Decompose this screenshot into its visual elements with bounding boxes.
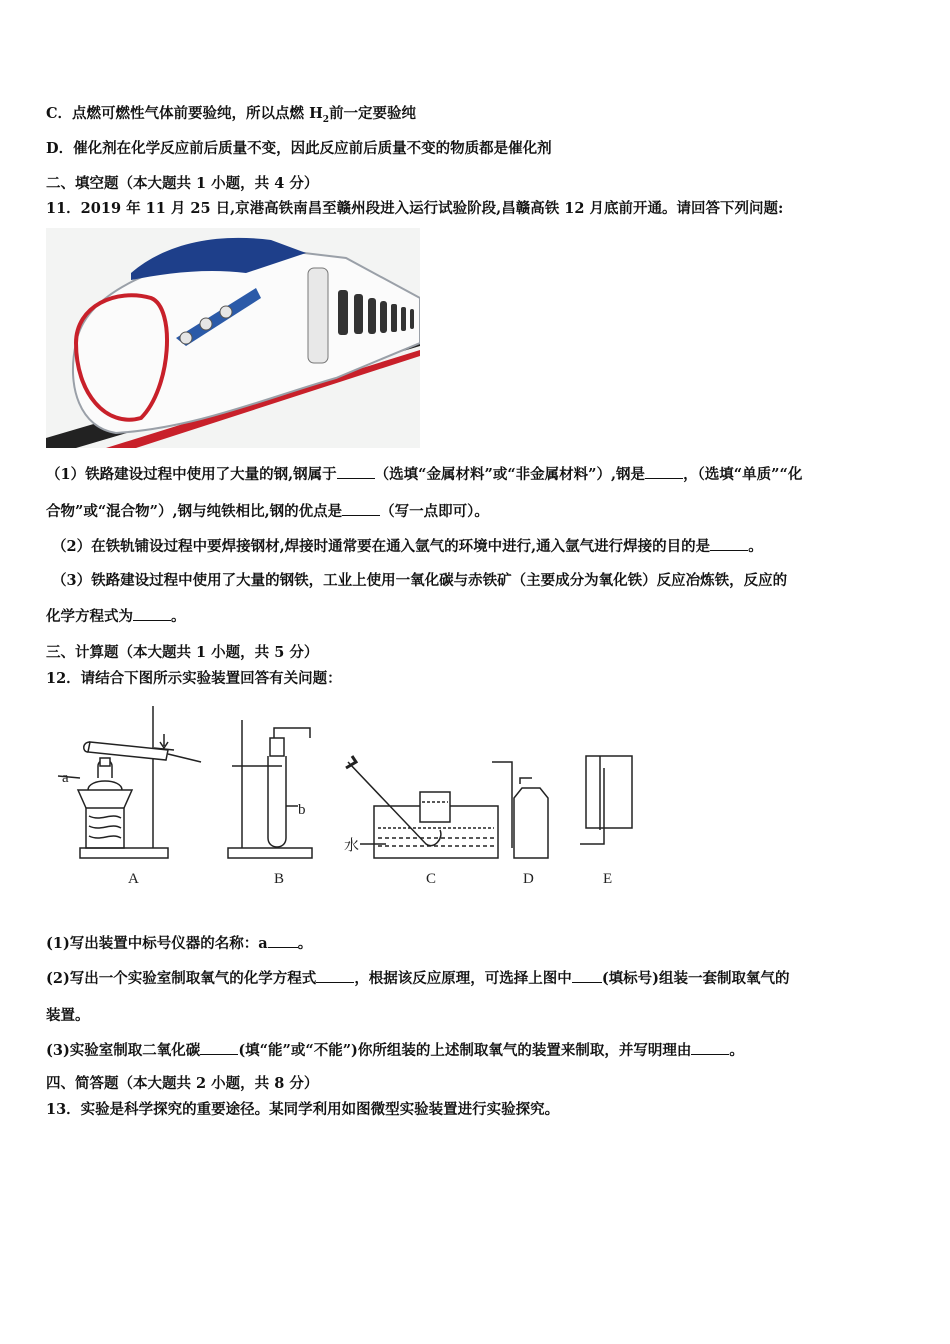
label-b: b [298,802,306,818]
section-3-title: 三、计算题（本大题共 1 小题，共 5 分） [46,644,319,661]
question-11-part-1-line-2: 合物”或“混合物”）,钢与纯铁相比,钢的优点是 （写一点即可）。 [46,503,489,520]
question-12-stem: 12．请结合下图所示实验装置回答有关问题： [46,670,342,687]
option-d: D．催化剂在化学反应前后质量不变，因此反应前后质量不变的物质都是催化剂 [46,140,552,157]
apparatus-a [58,706,201,858]
answer-blank[interactable] [710,538,748,551]
apparatus-e [580,756,632,844]
label-water: 水 [344,838,360,854]
answer-blank[interactable] [133,608,171,621]
question-11-part-2: （2）在铁轨铺设过程中要焊接钢材,焊接时通常要在通入氩气的环境中进行,通入氩气进行焊接的目的是 。 [52,538,763,555]
answer-blank[interactable] [645,466,683,479]
option-c: C．点燃可燃性气体前要验纯，所以点燃 $H_2$前一定要验纯 [46,105,417,125]
answer-blank[interactable] [316,970,354,983]
answer-blank[interactable] [337,466,375,479]
label-B: B [274,871,285,887]
label-C: C [426,871,437,887]
question-12-part-2-line-2: 装置。 [46,1007,90,1024]
label-A: A [128,871,139,887]
train-image [46,228,420,448]
apparatus-b [228,720,312,858]
label-D: D [523,871,534,887]
answer-blank[interactable] [342,503,380,516]
apparatus-d [492,762,548,858]
answer-blank[interactable] [200,1042,238,1055]
label-a: a [62,770,69,786]
question-11-part-1-line-1: （1）铁路建设过程中使用了大量的钢,钢属于 （选填“金属材料”或“非金属材料”）,钢是 ，（选填“单质”“化 [46,466,803,483]
question-11-part-3-line-1: （3）铁路建设过程中使用了大量的钢铁，工业上使用一氧化碳与赤铁矿（主要成分为氧化铁）反应冶炼铁，反应的 [52,572,788,589]
answer-blank[interactable] [572,970,602,983]
question-12-part-3: (3)实验室制取二氧化碳 (填“能”或“不能”)你所组装的上述制取氧气的装置来制取，并写明理由 。 [46,1042,744,1059]
question-11-stem: 11．2019 年 11 月 25 日,京港高铁南昌至赣州段进入运行试验阶段,昌赣高铁 12 月底前开通。请回答下列问题: [46,200,784,217]
question-13-stem: 13．实验是科学探究的重要途径。某同学利用如图微型实验装置进行实验探究。 [46,1101,560,1118]
question-12-part-2-line-1: (2)写出一个实验室制取氧气的化学方程式 ，根据该反应原理，可选择上图中 (填标号)组装一套制取氧气的 [46,970,790,987]
lab-apparatus-figure [56,698,656,898]
answer-blank[interactable] [268,935,298,948]
section-2-title: 二、填空题（本大题共 1 小题，共 4 分） [46,175,319,192]
section-4-title: 四、简答题（本大题共 2 小题，共 8 分） [46,1075,319,1092]
label-E: E [603,871,613,887]
answer-blank[interactable] [691,1042,729,1055]
question-12-part-1: (1)写出装置中标号仪器的名称：a 。 [46,935,313,952]
apparatus-c [346,756,498,858]
question-11-part-3-line-2: 化学方程式为 。 [46,608,186,625]
